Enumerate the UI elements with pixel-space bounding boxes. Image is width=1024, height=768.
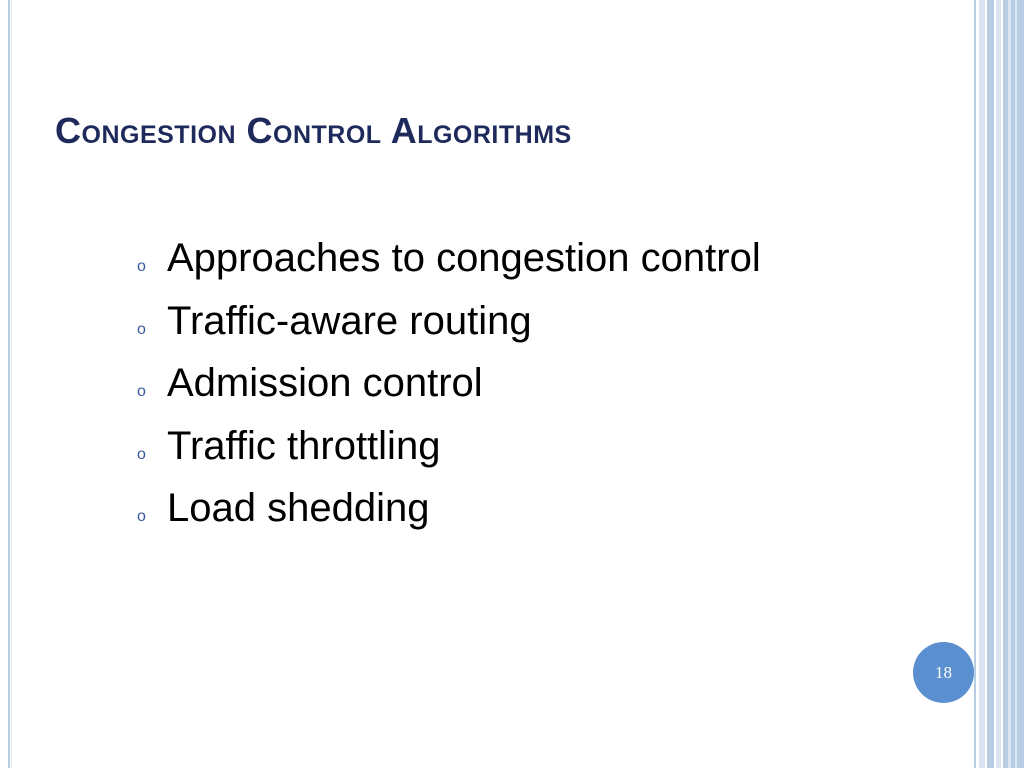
right-stripe-5	[1003, 0, 1024, 768]
bullet-text: Traffic throttling	[167, 423, 441, 468]
bullet-list	[137, 236, 761, 549]
bullet-text: Approaches to congestion control	[167, 236, 761, 280]
bullet-item	[137, 236, 761, 299]
bullet-circle-icon: o	[137, 320, 146, 338]
bullet-item	[137, 424, 761, 487]
bullet-circle-icon: o	[137, 258, 146, 275]
page-number-badge	[913, 642, 974, 703]
bullet-text: Admission control	[167, 361, 483, 405]
right-stripe-6	[1008, 0, 1011, 768]
bullet-item	[137, 361, 761, 424]
left-border-line-inner	[11, 0, 12, 768]
bullet-circle-icon: o	[137, 383, 146, 400]
right-stripe-3	[987, 0, 994, 768]
right-stripe-7	[1015, 0, 1017, 768]
right-stripe-4	[996, 0, 1001, 768]
bullet-circle-icon: o	[137, 508, 146, 525]
bullet-circle-icon: o	[137, 445, 146, 463]
page-number: 18	[935, 662, 952, 682]
right-stripe-2	[979, 0, 985, 768]
bullet-item	[137, 486, 761, 549]
left-border-line	[8, 0, 10, 768]
bullet-item	[137, 299, 761, 362]
bullet-text: Traffic-aware routing	[167, 298, 532, 343]
bullet-text: Load shedding	[167, 486, 430, 530]
right-stripe-1	[974, 0, 976, 768]
slide-title: Congestion Control Algorithms	[55, 110, 572, 151]
